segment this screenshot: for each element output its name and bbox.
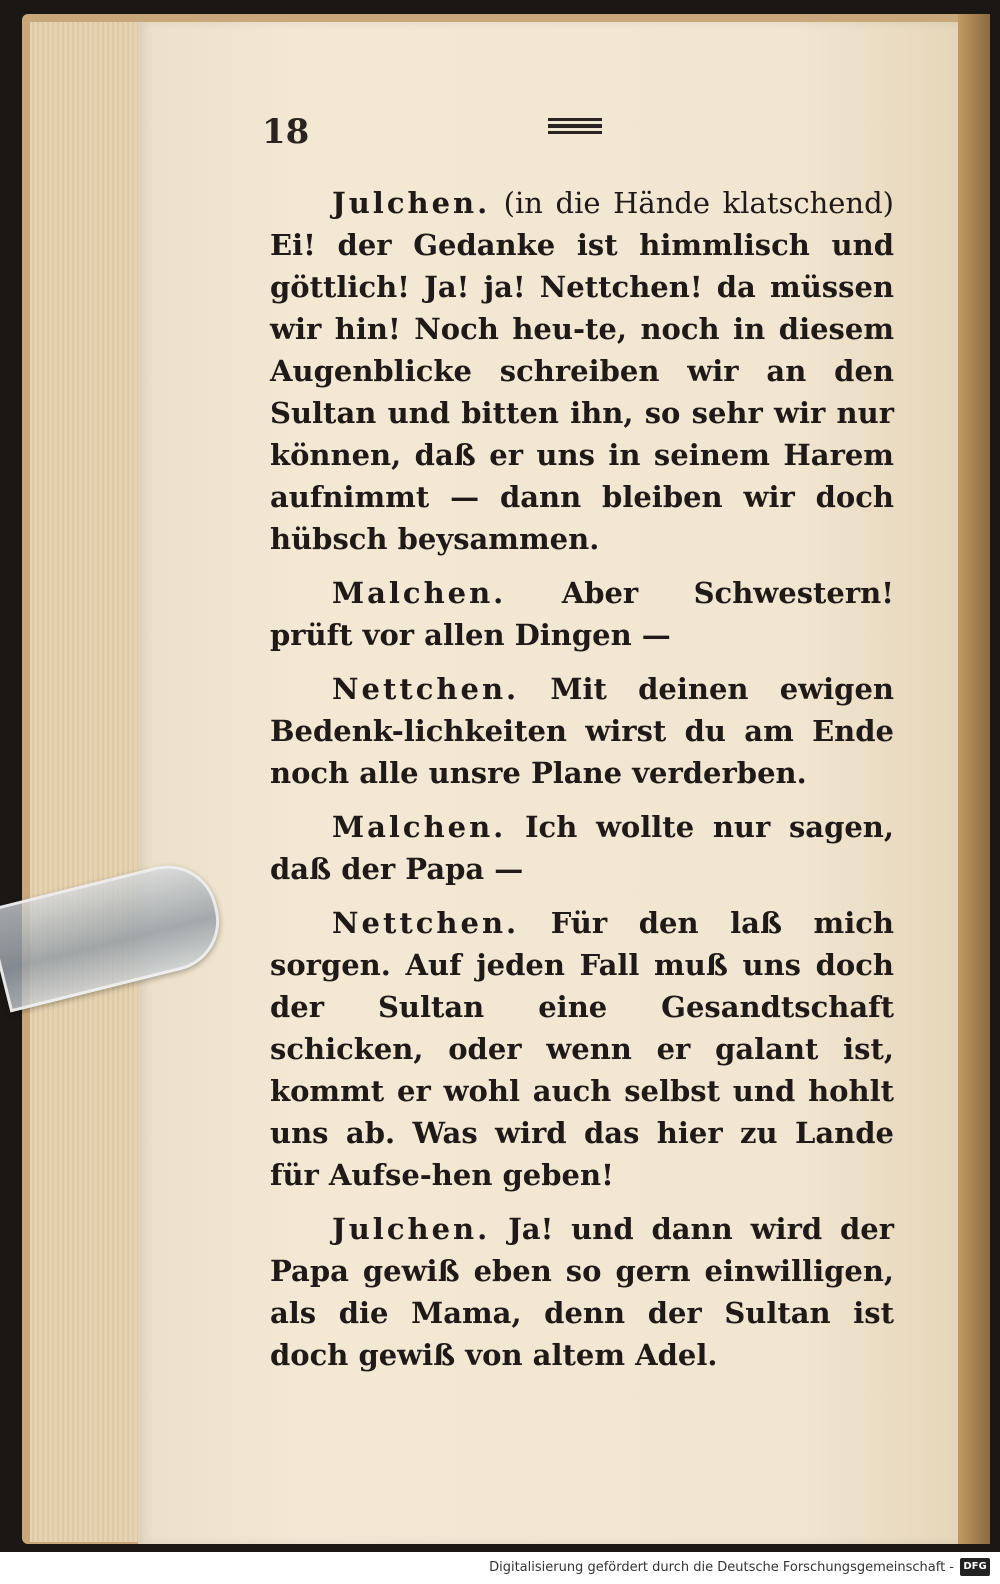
paragraph-text: Ich wollte nur sagen, daß der Papa — — [270, 810, 894, 886]
speaker-name: Nettchen. — [332, 672, 520, 706]
footer-bar — [0, 1552, 1000, 1584]
speaker-name: Malchen. — [332, 576, 507, 610]
stage-direction: (in die Hände klatschend) — [503, 186, 894, 220]
page-text — [270, 182, 894, 1388]
paragraph-text: Ei! der Gedanke ist himmlisch und göttlich! Ja! ja! Nettchen! da müssen wir hin! Noch heu-te, noch in diesem Augenblicke schreiben wir an den Sultan und bitten ihn, so sehr wir nur können, daß er uns in seinem Harem aufnimmt — dann bleiben wir doch hübsch beysammen. — [270, 228, 894, 556]
header-ornament — [548, 118, 602, 134]
paragraph — [270, 902, 894, 1196]
paragraph — [270, 1208, 894, 1376]
paragraph-text: Aber Schwestern! prüft vor allen Dingen — — [270, 576, 894, 652]
paragraph — [270, 668, 894, 794]
page-number: 18 — [262, 112, 310, 152]
speaker-name: Julchen. — [332, 186, 491, 220]
paragraph — [270, 572, 894, 656]
page-edges — [30, 22, 141, 1542]
paragraph-text: Mit deinen ewigen Bedenk-lichkeiten wirst du am Ende noch alle unsre Plane verderben. — [270, 672, 894, 790]
footer-credit: Digitalisierung gefördert durch die Deutsche Forschungsgemeinschaft - — [489, 1560, 954, 1575]
speaker-name: Julchen. — [332, 1212, 491, 1246]
book-spine-edge — [958, 14, 990, 1544]
paragraph — [270, 182, 894, 560]
speaker-name: Nettchen. — [332, 906, 520, 940]
speaker-name: Malchen. — [332, 810, 507, 844]
paragraph-text: Ja! und dann wird der Papa gewiß eben so gern einwilligen, als die Mama, denn der Sultan ist doch gewiß von altem Adel. — [270, 1212, 894, 1372]
paragraph — [270, 806, 894, 890]
dfg-logo-icon: DFG — [960, 1558, 990, 1576]
paragraph-text: Für den laß mich sorgen. Auf jeden Fall muß uns doch der Sultan eine Gesandtschaft schicken, oder wenn er galant ist, kommt er wohl auch selbst und hohlt uns ab. Was wird das hier zu Lande für Aufse-hen geben! — [270, 906, 894, 1192]
